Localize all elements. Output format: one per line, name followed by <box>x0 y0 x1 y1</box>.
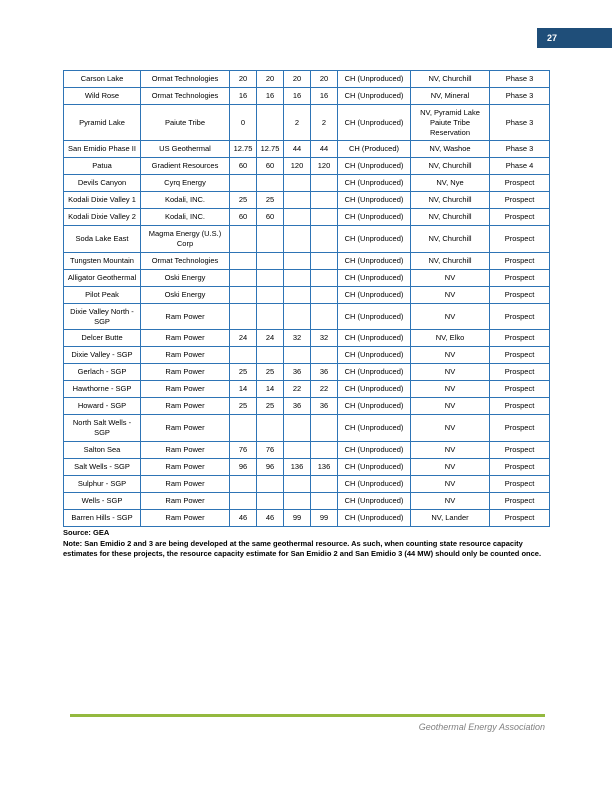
table-cell-v3: 99 <box>284 509 311 526</box>
table-cell-project: Sulphur - SGP <box>64 475 141 492</box>
table-cell-v1: 96 <box>230 458 257 475</box>
table-cell-phase: Prospect <box>490 303 550 330</box>
table-cell-company: Ram Power <box>141 347 230 364</box>
table-cell-status: CH (Unproduced) <box>338 347 411 364</box>
page-number-badge <box>537 28 612 48</box>
table-row <box>64 347 550 364</box>
table-cell-company: Gradient Resources <box>141 158 230 175</box>
table-row <box>64 71 550 88</box>
table-cell-location: NV, Washoe <box>411 141 490 158</box>
table-row <box>64 88 550 105</box>
table-row <box>64 175 550 192</box>
table-cell-v4: 2 <box>311 105 338 141</box>
table-cell-company: Ram Power <box>141 303 230 330</box>
table-cell-v4: 136 <box>311 458 338 475</box>
table-cell-v3: 44 <box>284 141 311 158</box>
footer-divider <box>70 714 545 717</box>
table-cell-v2: 60 <box>257 158 284 175</box>
notes-block <box>63 528 550 559</box>
table-cell-status: CH (Unproduced) <box>338 458 411 475</box>
table-cell-v2 <box>257 269 284 286</box>
footer-organization: Geothermal Energy Association <box>418 722 545 732</box>
table-row <box>64 441 550 458</box>
table-cell-v3 <box>284 192 311 209</box>
table-cell-phase: Phase 3 <box>490 105 550 141</box>
table-cell-v4 <box>311 347 338 364</box>
table-row <box>64 192 550 209</box>
table-cell-location: NV <box>411 381 490 398</box>
table-cell-phase: Prospect <box>490 175 550 192</box>
table-row <box>64 330 550 347</box>
table-cell-v1: 60 <box>230 209 257 226</box>
table-row <box>64 492 550 509</box>
table-cell-project: Wells - SGP <box>64 492 141 509</box>
table-cell-company: Ram Power <box>141 475 230 492</box>
table-cell-v1 <box>230 303 257 330</box>
table-cell-v3 <box>284 303 311 330</box>
table-cell-v4 <box>311 492 338 509</box>
table-cell-company: Ormat Technologies <box>141 88 230 105</box>
table-row <box>64 158 550 175</box>
table-row <box>64 475 550 492</box>
table-cell-project: Barren Hills - SGP <box>64 509 141 526</box>
table-cell-v2: 25 <box>257 398 284 415</box>
table-row <box>64 364 550 381</box>
table-cell-location: NV <box>411 364 490 381</box>
table-cell-status: CH (Unproduced) <box>338 192 411 209</box>
table-cell-location: NV, Lander <box>411 509 490 526</box>
table-cell-location: NV, Churchill <box>411 252 490 269</box>
table-cell-location: NV <box>411 269 490 286</box>
table-cell-v1 <box>230 347 257 364</box>
table-cell-status: CH (Unproduced) <box>338 364 411 381</box>
table-cell-v3: 32 <box>284 330 311 347</box>
table-cell-status: CH (Unproduced) <box>338 475 411 492</box>
table-cell-location: NV, Churchill <box>411 192 490 209</box>
table-cell-location: NV, Churchill <box>411 226 490 253</box>
table-cell-v2: 60 <box>257 209 284 226</box>
table-cell-project: San Emidio Phase II <box>64 141 141 158</box>
table-cell-company: Oski Energy <box>141 286 230 303</box>
table-cell-v4 <box>311 209 338 226</box>
table-cell-v3: 22 <box>284 381 311 398</box>
table-cell-v4 <box>311 441 338 458</box>
table-cell-location: NV, Mineral <box>411 88 490 105</box>
table-cell-location: NV <box>411 286 490 303</box>
table-cell-v3: 2 <box>284 105 311 141</box>
table-cell-location: NV <box>411 458 490 475</box>
table-cell-v1: 25 <box>230 364 257 381</box>
table-cell-v4: 99 <box>311 509 338 526</box>
table-cell-phase: Prospect <box>490 398 550 415</box>
table-cell-status: CH (Unproduced) <box>338 226 411 253</box>
table-cell-v4: 120 <box>311 158 338 175</box>
table-cell-phase: Prospect <box>490 458 550 475</box>
table-cell-phase: Prospect <box>490 192 550 209</box>
table-cell-v3: 36 <box>284 364 311 381</box>
table-cell-phase: Prospect <box>490 330 550 347</box>
table-cell-status: CH (Unproduced) <box>338 175 411 192</box>
table-cell-company: Cyrq Energy <box>141 175 230 192</box>
table-cell-v2: 46 <box>257 509 284 526</box>
table-cell-project: North Salt Wells - SGP <box>64 415 141 442</box>
table-row <box>64 458 550 475</box>
table-cell-v1: 20 <box>230 71 257 88</box>
table-cell-phase: Phase 3 <box>490 141 550 158</box>
table-cell-phase: Prospect <box>490 475 550 492</box>
table-cell-v4 <box>311 286 338 303</box>
table-cell-company: Ram Power <box>141 381 230 398</box>
table-row <box>64 286 550 303</box>
table-row <box>64 398 550 415</box>
table-cell-v3: 36 <box>284 398 311 415</box>
table-cell-v1 <box>230 252 257 269</box>
table-cell-phase: Prospect <box>490 509 550 526</box>
table-cell-company: Ormat Technologies <box>141 71 230 88</box>
table-cell-status: CH (Unproduced) <box>338 492 411 509</box>
table-cell-company: Ram Power <box>141 364 230 381</box>
table-cell-location: NV, Churchill <box>411 71 490 88</box>
table-cell-v2 <box>257 175 284 192</box>
table-cell-v2: 25 <box>257 364 284 381</box>
table-cell-location: NV <box>411 492 490 509</box>
table-cell-v2: 76 <box>257 441 284 458</box>
table-cell-company: US Geothermal <box>141 141 230 158</box>
table-cell-v3 <box>284 415 311 442</box>
table-cell-project: Pilot Peak <box>64 286 141 303</box>
table-cell-v1: 46 <box>230 509 257 526</box>
table-cell-v3 <box>284 209 311 226</box>
table-cell-v1: 24 <box>230 330 257 347</box>
table-cell-v3 <box>284 475 311 492</box>
table-cell-v1: 12.75 <box>230 141 257 158</box>
table-cell-v3 <box>284 347 311 364</box>
table-cell-v4: 20 <box>311 71 338 88</box>
table-cell-v1 <box>230 492 257 509</box>
table-cell-phase: Phase 3 <box>490 71 550 88</box>
table-cell-status: CH (Unproduced) <box>338 105 411 141</box>
table-cell-status: CH (Unproduced) <box>338 209 411 226</box>
table-cell-company: Magma Energy (U.S.) Corp <box>141 226 230 253</box>
table-cell-phase: Prospect <box>490 252 550 269</box>
table-cell-v1: 25 <box>230 192 257 209</box>
table-cell-v3 <box>284 252 311 269</box>
table-cell-phase: Phase 4 <box>490 158 550 175</box>
table-cell-v2 <box>257 303 284 330</box>
table-cell-v4: 22 <box>311 381 338 398</box>
table-cell-v1 <box>230 475 257 492</box>
table-cell-v1 <box>230 226 257 253</box>
table-cell-project: Salton Sea <box>64 441 141 458</box>
table-cell-v2: 14 <box>257 381 284 398</box>
table-cell-phase: Prospect <box>490 441 550 458</box>
table-cell-v4 <box>311 269 338 286</box>
table-cell-location: NV, Churchill <box>411 209 490 226</box>
table-cell-project: Kodali Dixie Valley 1 <box>64 192 141 209</box>
table-cell-status: CH (Unproduced) <box>338 398 411 415</box>
table-row <box>64 105 550 141</box>
table-cell-v3: 16 <box>284 88 311 105</box>
table-cell-v1: 14 <box>230 381 257 398</box>
table-cell-v4: 36 <box>311 398 338 415</box>
table-cell-company: Kodali, INC. <box>141 209 230 226</box>
table-cell-v1 <box>230 286 257 303</box>
table-cell-v2: 16 <box>257 88 284 105</box>
table-cell-v4 <box>311 226 338 253</box>
table-cell-phase: Prospect <box>490 209 550 226</box>
table-cell-v4 <box>311 415 338 442</box>
table-cell-project: Devils Canyon <box>64 175 141 192</box>
table-cell-company: Ram Power <box>141 458 230 475</box>
table-cell-company: Paiute Tribe <box>141 105 230 141</box>
table-row <box>64 381 550 398</box>
projects-table-container <box>63 70 550 527</box>
source-line: Source: GEA <box>63 528 110 537</box>
table-cell-project: Howard - SGP <box>64 398 141 415</box>
table-cell-status: CH (Unproduced) <box>338 286 411 303</box>
table-cell-v1: 16 <box>230 88 257 105</box>
table-cell-v3: 136 <box>284 458 311 475</box>
table-cell-v1: 60 <box>230 158 257 175</box>
table-cell-status: CH (Unproduced) <box>338 441 411 458</box>
table-cell-phase: Prospect <box>490 347 550 364</box>
table-cell-v2: 12.75 <box>257 141 284 158</box>
table-cell-location: NV, Elko <box>411 330 490 347</box>
table-cell-v1 <box>230 415 257 442</box>
table-cell-v4: 32 <box>311 330 338 347</box>
table-cell-location: NV <box>411 303 490 330</box>
table-cell-v2 <box>257 286 284 303</box>
table-cell-v4 <box>311 175 338 192</box>
note-text: Note: San Emidio 2 and 3 are being developed at the same geothermal resource. As such, when counting state resource capacity estimates for these projects, the resource capacity estimate for San Emidio 2 and San Emidio 3 (44 MW) should only be counted once. <box>63 539 542 559</box>
table-cell-location: NV, Churchill <box>411 158 490 175</box>
table-cell-status: CH (Unproduced) <box>338 415 411 442</box>
table-cell-v2 <box>257 475 284 492</box>
table-cell-location: NV <box>411 475 490 492</box>
table-cell-location: NV <box>411 398 490 415</box>
table-cell-project: Carson Lake <box>64 71 141 88</box>
table-cell-project: Dixie Valley - SGP <box>64 347 141 364</box>
table-cell-company: Oski Energy <box>141 269 230 286</box>
table-cell-location: NV <box>411 415 490 442</box>
table-cell-v2 <box>257 252 284 269</box>
table-cell-v2: 25 <box>257 192 284 209</box>
table-cell-v3 <box>284 286 311 303</box>
table-cell-location: NV, Pyramid Lake Paiute Tribe Reservation <box>411 105 490 141</box>
table-cell-status: CH (Unproduced) <box>338 71 411 88</box>
table-cell-v4 <box>311 303 338 330</box>
table-cell-v3 <box>284 492 311 509</box>
table-cell-project: Wild Rose <box>64 88 141 105</box>
table-cell-v1: 0 <box>230 105 257 141</box>
table-cell-phase: Prospect <box>490 269 550 286</box>
table-cell-project: Delcer Butte <box>64 330 141 347</box>
table-cell-v4: 44 <box>311 141 338 158</box>
table-cell-v3 <box>284 226 311 253</box>
table-cell-phase: Prospect <box>490 364 550 381</box>
table-row <box>64 303 550 330</box>
table-cell-v3: 120 <box>284 158 311 175</box>
table-cell-status: CH (Produced) <box>338 141 411 158</box>
table-cell-v2 <box>257 347 284 364</box>
table-row <box>64 269 550 286</box>
table-cell-v1 <box>230 269 257 286</box>
table-cell-status: CH (Unproduced) <box>338 269 411 286</box>
table-cell-location: NV <box>411 347 490 364</box>
table-cell-project: Gerlach - SGP <box>64 364 141 381</box>
table-cell-v2 <box>257 415 284 442</box>
table-cell-project: Kodali Dixie Valley 2 <box>64 209 141 226</box>
table-row <box>64 252 550 269</box>
table-cell-status: CH (Unproduced) <box>338 509 411 526</box>
table-cell-v3 <box>284 441 311 458</box>
table-cell-v4: 16 <box>311 88 338 105</box>
table-cell-phase: Phase 3 <box>490 88 550 105</box>
table-cell-status: CH (Unproduced) <box>338 381 411 398</box>
table-cell-v1: 25 <box>230 398 257 415</box>
table-cell-project: Soda Lake East <box>64 226 141 253</box>
table-cell-project: Hawthorne - SGP <box>64 381 141 398</box>
table-cell-v2: 24 <box>257 330 284 347</box>
table-row <box>64 141 550 158</box>
table-row <box>64 415 550 442</box>
table-cell-v1: 76 <box>230 441 257 458</box>
table-cell-company: Ram Power <box>141 398 230 415</box>
table-cell-project: Salt Wells - SGP <box>64 458 141 475</box>
table-cell-company: Ram Power <box>141 330 230 347</box>
table-cell-status: CH (Unproduced) <box>338 88 411 105</box>
table-cell-v2 <box>257 105 284 141</box>
table-cell-location: NV, Nye <box>411 175 490 192</box>
table-cell-v3 <box>284 175 311 192</box>
table-cell-v2: 20 <box>257 71 284 88</box>
table-cell-phase: Prospect <box>490 226 550 253</box>
table-cell-v4 <box>311 252 338 269</box>
table-cell-company: Ram Power <box>141 441 230 458</box>
table-cell-v4 <box>311 192 338 209</box>
table-cell-status: CH (Unproduced) <box>338 252 411 269</box>
table-cell-project: Dixie Valley North - SGP <box>64 303 141 330</box>
table-cell-phase: Prospect <box>490 286 550 303</box>
table-cell-phase: Prospect <box>490 381 550 398</box>
table-cell-v3 <box>284 269 311 286</box>
table-cell-project: Alligator Geothermal <box>64 269 141 286</box>
table-cell-status: CH (Unproduced) <box>338 303 411 330</box>
table-cell-v2 <box>257 226 284 253</box>
table-cell-v4 <box>311 475 338 492</box>
table-cell-location: NV <box>411 441 490 458</box>
table-cell-company: Ram Power <box>141 415 230 442</box>
table-cell-project: Pyramid Lake <box>64 105 141 141</box>
table-cell-v4: 36 <box>311 364 338 381</box>
table-cell-company: Ram Power <box>141 492 230 509</box>
projects-table <box>63 70 550 527</box>
table-body <box>64 71 550 527</box>
page-number: 27 <box>547 33 558 43</box>
table-cell-v2: 96 <box>257 458 284 475</box>
table-cell-status: CH (Unproduced) <box>338 330 411 347</box>
table-cell-v3: 20 <box>284 71 311 88</box>
table-cell-project: Patua <box>64 158 141 175</box>
table-cell-phase: Prospect <box>490 415 550 442</box>
table-row <box>64 226 550 253</box>
table-row <box>64 209 550 226</box>
table-cell-v2 <box>257 492 284 509</box>
table-cell-project: Tungsten Mountain <box>64 252 141 269</box>
table-cell-phase: Prospect <box>490 492 550 509</box>
table-cell-v1 <box>230 175 257 192</box>
table-cell-company: Kodali, INC. <box>141 192 230 209</box>
table-cell-company: Ram Power <box>141 509 230 526</box>
table-row <box>64 509 550 526</box>
table-cell-company: Ormat Technologies <box>141 252 230 269</box>
table-cell-status: CH (Unproduced) <box>338 158 411 175</box>
